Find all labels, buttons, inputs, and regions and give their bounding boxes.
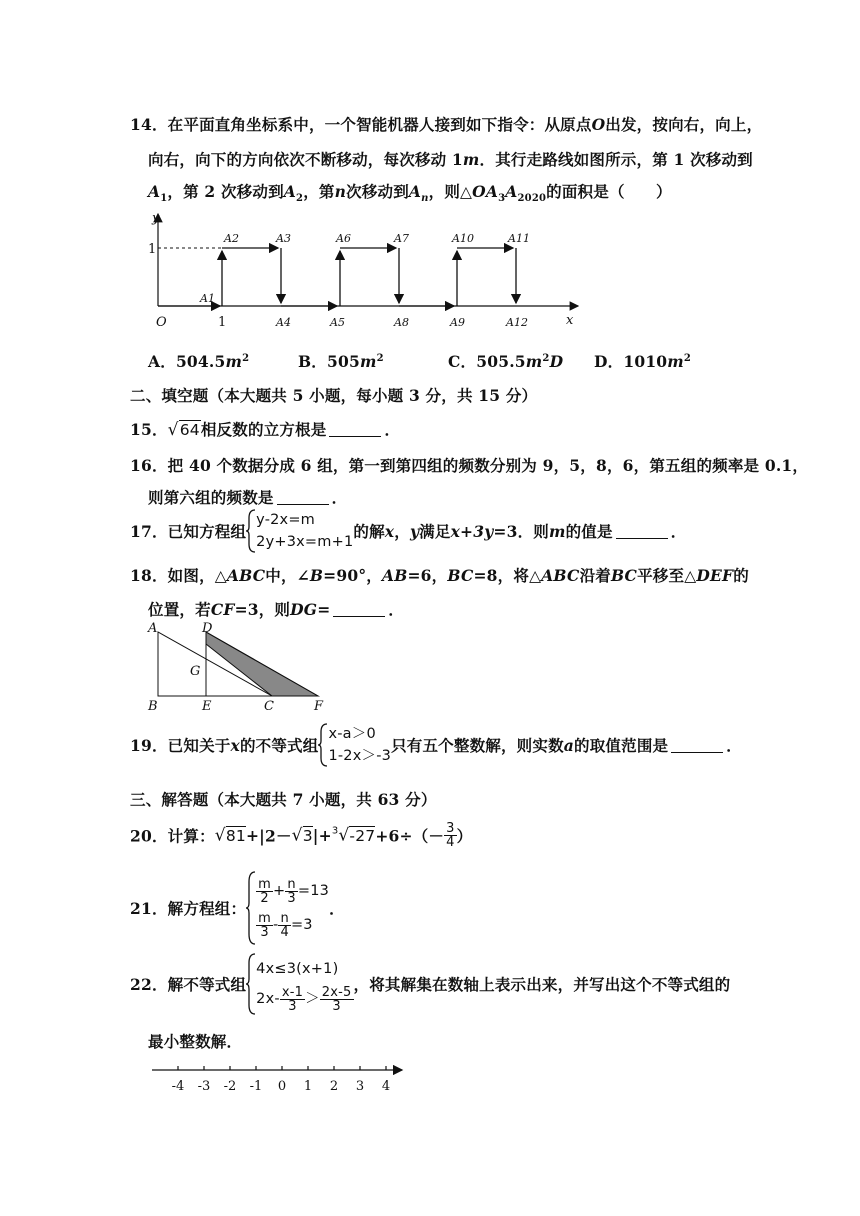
point-e: E — [202, 699, 212, 714]
q14-line3: $A_1$，第 2 次移动到$A_2$，第n次移动到$A_n$，则$\triangle OA_3A_{2020}$的面积是（ ） — [148, 182, 672, 205]
label-a5: A5 — [330, 316, 345, 329]
number-line-label: 1 — [303, 1079, 313, 1094]
q16-line2: 则第六组的频数是 ． — [148, 488, 348, 507]
label-a12: A12 — [506, 316, 528, 329]
label-a3: A3 — [276, 232, 291, 245]
point-c: C — [264, 699, 274, 714]
label-a4: A4 — [276, 316, 291, 329]
q20: 20．计算：√81+|2－√3|+$^3$√-27+6÷（－ $\frac{3}{4}$ ） — [130, 821, 473, 850]
section-3-heading: 三、解答题（本大题共 7 小题，共 63 分） — [130, 790, 437, 809]
q15: 15．√64相反数的立方根是 ． — [130, 420, 401, 440]
q17: 17．已知方程组 y-2x=m 2y+3x=m+1 的解x，y满足x+3y=3．则m的值是 ． — [130, 508, 686, 554]
label-a7: A7 — [394, 232, 409, 245]
q14-line1: 14．在平面直角坐标系中，一个智能机器人接到如下指令：从原点O出发，按向右，向上， — [130, 115, 763, 134]
label-a9: A9 — [450, 316, 465, 329]
sqrt-symbol: √ — [167, 420, 179, 440]
point-g: G — [190, 664, 201, 679]
q16-line1: 16．把 40 个数据分成 6 组，第一到第四组的频数分别为 9，5，8，6，第五组的频率是 0.1， — [130, 456, 809, 475]
brace — [318, 722, 328, 768]
number-line-label: -2 — [223, 1079, 237, 1094]
label-a2: A2 — [224, 232, 239, 245]
point-f: F — [314, 699, 324, 714]
x-tick-1: 1 — [218, 315, 227, 330]
point-d: D — [202, 621, 213, 636]
q15-answer-blank[interactable] — [329, 422, 381, 437]
label-a1: A1 — [200, 292, 215, 305]
brace — [246, 508, 256, 554]
q14-option-c[interactable]: C．$505.5m^2D$ — [448, 352, 564, 371]
q19: 19．已知关于x的不等式组 x-a＞0 1-2x＞-3 只有五个整数解，则实数a的取值范围是 ． — [130, 722, 742, 768]
q18-line1: 18．如图，△ABC中，∠B=90°，AB=6，BC=8，将△ABC沿着BC平移至△DEF的 — [130, 566, 749, 585]
number-line-label: 4 — [381, 1079, 391, 1094]
point-b: B — [148, 699, 158, 714]
brace — [246, 952, 256, 1016]
q14-option-d[interactable]: D．$1010m^2$ — [594, 352, 692, 371]
q14-option-a[interactable]: A．$504.5m^2$ — [148, 352, 250, 371]
number-line-label: 2 — [329, 1079, 339, 1094]
q19-answer-blank[interactable] — [671, 738, 723, 753]
q17-answer-blank[interactable] — [616, 524, 668, 539]
brace — [246, 870, 256, 946]
y-axis-label: y — [152, 211, 160, 226]
number-line-label: -3 — [197, 1079, 211, 1094]
number-line-label: 3 — [355, 1079, 365, 1094]
label-a10: A10 — [452, 232, 474, 245]
q18-answer-blank[interactable] — [333, 602, 385, 617]
q21: 21．解方程组： $\frac{m}{2}$ + $\frac{n}{3}$ =13 $\frac{m}{3}$ - $\frac{n}{4}$ =3 ． — [130, 870, 345, 946]
label-a6: A6 — [336, 232, 351, 245]
x-axis-label: x — [566, 313, 574, 328]
q14-line2: 向右，向下的方向依次不断移动，每次移动 1m．其行走路线如图所示，第 1 次移动到 — [148, 150, 753, 169]
q14-robot-path-graph — [140, 208, 590, 338]
point-a: A — [148, 621, 158, 636]
label-a8: A8 — [394, 316, 409, 329]
number-line-label: -4 — [171, 1079, 185, 1094]
y-tick-1: 1 — [148, 242, 157, 257]
q22-line2: 最小整数解． — [148, 1032, 243, 1051]
q22: 22．解不等式组 4x≤3(x+1) 2x- $\frac{x-1}{3}$ ＞ $\frac{2x-5}{3}$ ，将其解集在数轴上表示出来，并写出这个不等式组的 — [130, 952, 730, 1016]
origin-label: O — [156, 315, 167, 330]
number-line-label: 0 — [277, 1079, 287, 1094]
label-a11: A11 — [508, 232, 530, 245]
q14-option-b[interactable]: B．$505m^2$ — [298, 352, 384, 371]
section-2-heading: 二、填空题（本大题共 5 小题，每小题 3 分，共 15 分） — [130, 386, 538, 405]
q22-number-line — [150, 1060, 410, 1096]
q16-answer-blank[interactable] — [277, 490, 329, 505]
q18-triangle-figure — [142, 620, 342, 714]
q18-line2: 位置，若CF=3，则DG= ． — [148, 600, 405, 619]
number-line-label: -1 — [249, 1079, 263, 1094]
